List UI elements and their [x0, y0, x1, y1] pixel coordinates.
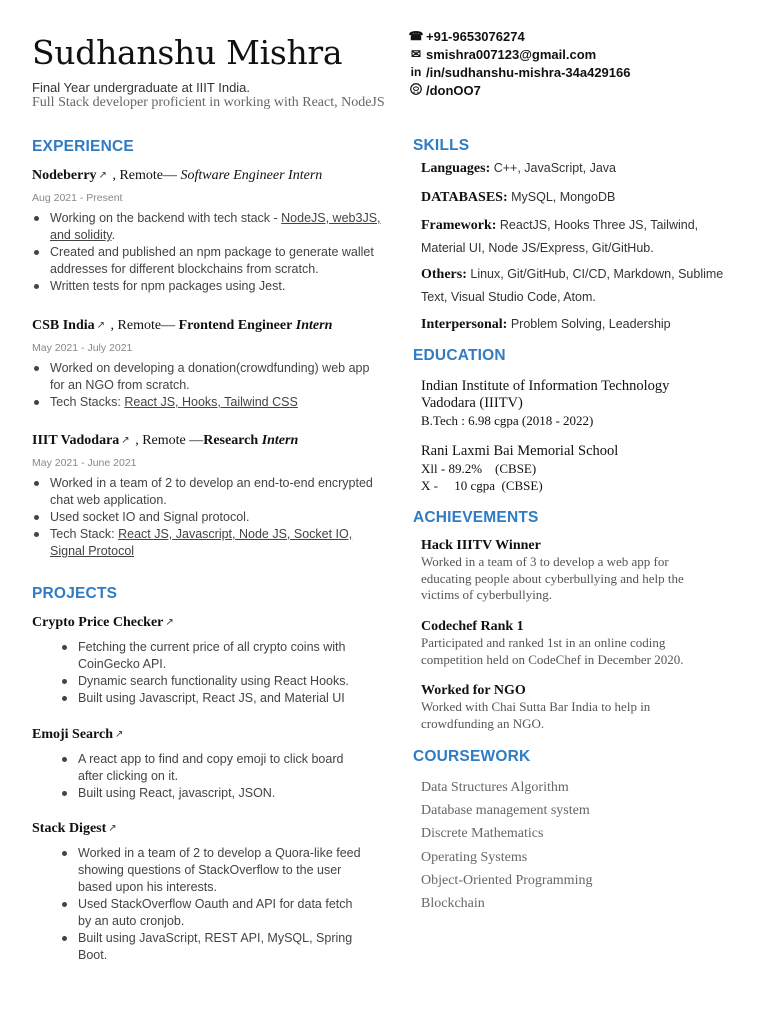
skill-label: DATABASES: [421, 190, 508, 205]
bullet-text: Used StackOverflow Oauth and API for data fetch [78, 897, 353, 911]
list-item: Built using React, javascript, JSON. [60, 785, 390, 802]
entry-separator: , Remote— [108, 168, 181, 183]
grade-detail: X - 10 cgpa (CBSE) [421, 478, 543, 493]
bullet-text: Fetching the current price of all crypto coins with [78, 640, 346, 654]
bullet-text: Worked on developing a donation(crowdfunding) web app [50, 361, 370, 375]
bullet-text: Boot. [78, 948, 108, 962]
company-name: Nodeberry [32, 168, 97, 183]
projects-heading: PROJECTS [32, 585, 118, 602]
bullet-text: for an NGO from scratch. [50, 378, 190, 392]
linkedin-icon: in [410, 65, 422, 79]
achievement-desc: crowdfunding an NGO. [421, 715, 545, 731]
company-name: IIIT Vadodara [32, 433, 120, 448]
education-entry [421, 443, 751, 494]
github-text: /donOO7 [426, 82, 481, 98]
project-name: Crypto Price Checker [32, 615, 164, 630]
skill-framework [421, 214, 751, 259]
bullet-text: Tech Stacks: [50, 395, 125, 409]
course-item: Blockchain [421, 896, 485, 912]
list-item: Dynamic search functionality using React Hooks. [60, 673, 390, 690]
list-item [60, 845, 390, 896]
bullet-text: showing questions of StackOverflow to the user [78, 863, 342, 877]
skills-list [421, 157, 751, 336]
external-link-icon[interactable]: ↗ [165, 617, 174, 628]
course-item: Data Structures Algorithm [421, 780, 569, 795]
education-entry [421, 378, 751, 429]
skill-label: Languages: [421, 161, 491, 176]
email-icon: ✉ [410, 47, 422, 61]
project-name: Stack Digest [32, 821, 107, 836]
contact-email[interactable] [408, 45, 630, 63]
achievement-item [421, 538, 751, 604]
achievement-desc: victims of cyberbullying. [421, 587, 553, 602]
entry-dates: May 2021 - July 2021 [32, 342, 133, 354]
bullet-list [60, 845, 390, 964]
list-item [32, 526, 402, 560]
skill-languages [421, 157, 751, 180]
entry-separator: , Remote— [107, 318, 179, 333]
role-title: Software Engineer Intern [180, 168, 323, 183]
bullet-text: Built using JavaScript, REST API, MySQL, Spring [78, 931, 353, 945]
achievement-desc: Worked in a team of 3 to develop a web app for [421, 554, 669, 569]
contact-linkedin[interactable] [408, 63, 630, 81]
external-link-icon[interactable]: ↗ [98, 170, 107, 181]
achievement-desc: Worked with Chai Sutta Bar India to help in [421, 699, 651, 714]
project-name: Emoji Search [32, 727, 114, 742]
skill-value: Linux, Git/GitHub, CI/CD, Markdown, Sublime [470, 267, 724, 281]
bullet-list [32, 475, 402, 560]
achievement-desc: educating people about cyberbullying and help the [421, 570, 684, 586]
list-item: Built using Javascript, React JS, and Material UI [60, 690, 390, 707]
course-item: Discrete Mathematics [421, 826, 544, 842]
achievement-desc: competition held on CodeChef in December 2020. [421, 651, 684, 667]
skill-interpersonal [421, 313, 751, 336]
achievement-title: Worked for NGO [421, 683, 526, 698]
skill-value: C++, JavaScript, Java [493, 161, 616, 175]
skill-label: Framework: [421, 218, 497, 233]
achievement-item [421, 619, 751, 668]
entry-dates: Aug 2021 - Present [32, 192, 123, 204]
contact-github[interactable] [408, 81, 630, 99]
external-link-icon[interactable]: ↗ [108, 823, 117, 834]
bullet-text: by an auto cronjob. [78, 914, 185, 928]
bullet-text: . [111, 228, 116, 242]
skill-databases [421, 186, 751, 209]
role-suffix: Intern [261, 433, 299, 448]
course-item: Database management system [421, 803, 590, 819]
bullet-text: Tech Stack: [50, 527, 119, 541]
bullet-list [60, 639, 390, 707]
company-name: CSB India [32, 318, 95, 333]
course-item: Object-Oriented Programming [421, 872, 593, 888]
bullet-text: CoinGecko API. [78, 657, 167, 671]
coursework-list [421, 776, 751, 915]
bullet-text: A react app to find and copy emoji to click board [78, 752, 344, 766]
skills-heading: SKILLS [413, 137, 470, 154]
degree-detail: B.Tech : 6.98 cgpa (2018 - 2022) [421, 413, 594, 428]
phone-text: +91-9653076274 [426, 28, 525, 44]
project-title[interactable] [32, 821, 119, 837]
project-title[interactable] [32, 615, 176, 631]
school-name: Indian Institute of Information Technology [421, 378, 670, 394]
bullet-text: chat web application. [50, 493, 167, 507]
achievement-title: Codechef Rank 1 [421, 619, 524, 634]
list-item [32, 244, 392, 278]
list-item [60, 751, 390, 785]
tagline: Final Year undergraduate at IIIT India. [32, 80, 251, 95]
bullet-list [60, 751, 390, 802]
external-link-icon[interactable]: ↗ [115, 729, 124, 740]
skill-value: MySQL, MongoDB [511, 190, 616, 204]
phone-icon: ☎ [408, 29, 424, 43]
list-item: Used socket IO and Signal protocol. [32, 509, 402, 526]
tech-link[interactable]: React JS, Hooks, Tailwind CSS [124, 395, 298, 409]
achievement-item [421, 683, 751, 732]
bullet-list [32, 360, 392, 411]
school-name: Rani Laxmi Bai Memorial School [421, 443, 619, 459]
role-title: Frontend Engineer [178, 318, 293, 333]
list-item [32, 475, 402, 509]
skill-value: ReactJS, Hooks Three JS, Tailwind, [499, 218, 699, 232]
email-text: smishra007123@gmail.com [426, 46, 597, 62]
coursework-heading: COURSEWORK [413, 748, 531, 765]
external-link-icon[interactable]: ↗ [96, 320, 106, 331]
entry-dates: May 2021 - June 2021 [32, 457, 137, 469]
list-item [32, 360, 392, 394]
list-item [32, 394, 392, 411]
linkedin-text: /in/sudhanshu-mishra-34a429166 [426, 64, 631, 80]
tech-link[interactable]: NodeJS, web3JS, [281, 211, 381, 225]
experience-entry-csb [32, 318, 332, 334]
candidate-name: Sudhanshu Mishra [32, 33, 343, 72]
skill-label: Interpersonal: [421, 317, 508, 332]
bullet-text: addresses for different blockchains from scratch. [50, 262, 319, 276]
github-icon [408, 83, 424, 98]
contact-block [408, 27, 630, 99]
education-heading: EDUCATION [413, 347, 506, 364]
list-item [32, 210, 392, 244]
external-link-icon[interactable]: ↗ [121, 435, 130, 446]
bullet-text: Worked in a team of 2 to develop an end-to-end encrypted [50, 476, 373, 490]
bullet-text: Working on the backend with tech stack - [50, 211, 282, 225]
skill-value: Material UI, Node JS/Express, Git/GitHub. [421, 241, 654, 255]
list-item [60, 896, 390, 930]
bullet-text: after clicking on it. [78, 769, 179, 783]
role-suffix: Intern [292, 318, 333, 333]
school-name: Vadodara (IIITV) [421, 395, 523, 411]
experience-entry-nodeberry [32, 168, 322, 184]
skill-label: Others: [421, 267, 467, 282]
bullet-text: Created and published an npm package to generate wallet [50, 245, 374, 259]
list-item [60, 639, 390, 673]
contact-phone[interactable] [408, 27, 630, 45]
grade-detail: Xll - 89.2% (CBSE) [421, 461, 537, 476]
course-item: Operating Systems [421, 849, 528, 865]
entry-separator: , Remote — [131, 433, 204, 448]
tech-link[interactable]: and solidity [50, 228, 112, 242]
achievements-heading: ACHIEVEMENTS [413, 509, 539, 526]
summary: Full Stack developer proficient in working with React, NodeJS [32, 95, 385, 110]
list-item [60, 930, 390, 964]
role-title: Research [203, 433, 262, 448]
skill-value: Problem Solving, Leadership [510, 317, 671, 331]
experience-heading: EXPERIENCE [32, 138, 134, 155]
skill-value: Text, Visual Studio Code, Atom. [421, 290, 596, 304]
experience-entry-iiitv [32, 433, 298, 449]
bullet-list [32, 210, 392, 295]
tech-link[interactable]: React JS, Javascript, Node JS, Socket IO, [118, 527, 353, 541]
skill-others [421, 263, 751, 308]
project-title[interactable] [32, 727, 125, 743]
tech-link[interactable]: Signal Protocol [50, 544, 135, 558]
bullet-text: Worked in a team of 2 to develop a Quora-like feed [78, 846, 361, 860]
bullet-text: based upon his interests. [78, 880, 217, 894]
achievement-title: Hack IIITV Winner [421, 538, 541, 553]
list-item: Written tests for npm packages using Jest. [32, 278, 392, 295]
achievement-desc: Participated and ranked 1st in an online coding [421, 635, 666, 650]
